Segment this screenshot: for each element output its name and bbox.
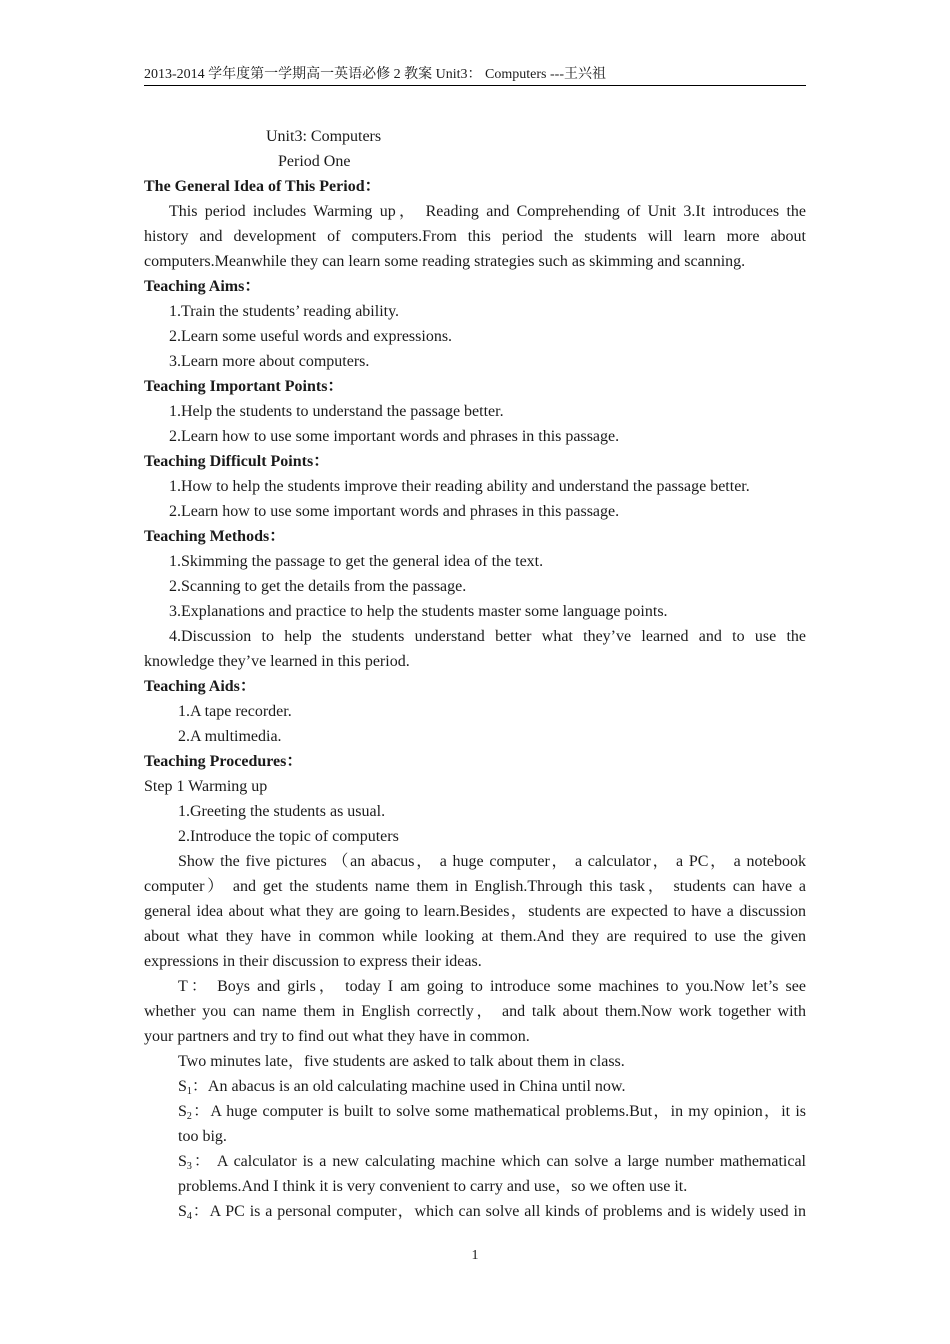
teacher-line: your partners and try to find out what they have in common. bbox=[144, 1028, 530, 1045]
methods-heading: Teaching Methods： bbox=[144, 528, 286, 545]
general-idea-line: This period includes Warming up， Reading and Comprehending of Unit 3.It introduces the bbox=[169, 203, 806, 220]
student-1-text: ：An abacus is an old calculating machine used in China until now. bbox=[191, 1078, 626, 1095]
method-item: 2.Scanning to get the details from the passage. bbox=[169, 578, 467, 595]
difficult-point-item: 2.Learn how to use some important words and phrases in this passage. bbox=[169, 503, 620, 520]
two-minutes-line: Two minutes late，five students are asked to talk about them in class. bbox=[178, 1053, 625, 1070]
student-label: S bbox=[178, 1078, 187, 1095]
difficult-point-item: 1.How to help the students improve their reading ability and understand the passage better. bbox=[169, 478, 750, 495]
method-item-continued: knowledge they’ve learned in this period. bbox=[144, 653, 410, 670]
method-item: 4.Discussion to help the students understand better what they’ve learned and to use the bbox=[169, 628, 806, 645]
aids-heading: Teaching Aids： bbox=[144, 678, 256, 695]
difficult-points-heading: Teaching Difficult Points： bbox=[144, 453, 330, 470]
procedures-heading: Teaching Procedures： bbox=[144, 753, 303, 770]
important-points-heading: Teaching Important Points： bbox=[144, 378, 344, 395]
show-pictures-line: expressions in their discussion to express their ideas. bbox=[144, 953, 482, 970]
document-body bbox=[144, 124, 806, 1224]
student-number: 1 bbox=[186, 1086, 192, 1097]
method-item: 1.Skimming the passage to get the general idea of the text. bbox=[169, 553, 544, 570]
aims-item: 1.Train the students’ reading ability. bbox=[169, 303, 400, 320]
general-idea-line: computers.Meanwhile they can learn some reading strategies such as skimming and scanning. bbox=[144, 253, 746, 270]
student-2-text: ：A huge computer is built to solve some mathematical problems.But，in my opinion，it is bbox=[191, 1103, 806, 1120]
student-label: S bbox=[178, 1103, 187, 1120]
student-4-line bbox=[144, 1199, 806, 1224]
page-header: 2013-2014 学年度第一学期高一英语必修 2 教案 Unit3： Computers ---王兴祖 bbox=[144, 66, 806, 86]
show-pictures-line: about what they have in common while looking at them.And they are required to use the given bbox=[144, 928, 806, 945]
student-3-continued: problems.And I think it is very convenient to carry and use，so we often use it. bbox=[178, 1178, 688, 1195]
student-3-line bbox=[144, 1149, 806, 1174]
aims-item: 3.Learn more about computers. bbox=[169, 353, 370, 370]
student-2-continued: too big. bbox=[178, 1128, 227, 1145]
method-item: 3.Explanations and practice to help the students master some language points. bbox=[169, 603, 668, 620]
student-label: S bbox=[178, 1203, 187, 1220]
general-idea-heading: The General Idea of This Period： bbox=[144, 178, 381, 195]
aims-item: 2.Learn some useful words and expressions. bbox=[169, 328, 453, 345]
student-number: 3 bbox=[186, 1161, 192, 1172]
step-item: 1.Greeting the students as usual. bbox=[178, 803, 386, 820]
student-2-line bbox=[144, 1099, 806, 1124]
student-1-line bbox=[144, 1074, 806, 1099]
step-heading: Step 1 Warming up bbox=[144, 778, 268, 795]
student-3-text: ： A calculator is a new calculating machine which can solve a large number mathematical bbox=[191, 1153, 806, 1170]
step-item: 2.Introduce the topic of computers bbox=[178, 828, 399, 845]
important-point-item: 1.Help the students to understand the passage better. bbox=[169, 403, 504, 420]
period-title: Period One bbox=[278, 153, 351, 170]
show-pictures-line: general idea about what they are going to learn.Besides，students are expected to have a discussion bbox=[144, 903, 806, 920]
general-idea-line: history and development of computers.From this period the students will learn more about bbox=[144, 228, 806, 245]
student-number: 2 bbox=[186, 1111, 192, 1122]
show-pictures-line: Show the five pictures （an abacus， a huge computer， a calculator， a PC， a notebook bbox=[178, 853, 806, 870]
teacher-line: T： Boys and girls， today I am going to introduce some machines to you.Now let’s see bbox=[178, 978, 806, 995]
teacher-line: whether you can name them in English correctly， and talk about them.Now work together with bbox=[144, 1003, 806, 1020]
unit-title: Unit3: Computers bbox=[266, 128, 382, 145]
student-4-text: ：A PC is a personal computer，which can solve all kinds of problems and is widely used in bbox=[191, 1203, 806, 1220]
student-number: 4 bbox=[186, 1211, 192, 1222]
important-point-item: 2.Learn how to use some important words and phrases in this passage. bbox=[169, 428, 620, 445]
aid-item: 2.A multimedia. bbox=[178, 728, 282, 745]
student-label: S bbox=[178, 1153, 187, 1170]
aid-item: 1.A tape recorder. bbox=[178, 703, 292, 720]
show-pictures-line: computer） and get the students name them in English.Through this task， students can have a bbox=[144, 878, 806, 895]
aims-heading: Teaching Aims： bbox=[144, 278, 261, 295]
page-number: 1 bbox=[471, 1248, 479, 1263]
